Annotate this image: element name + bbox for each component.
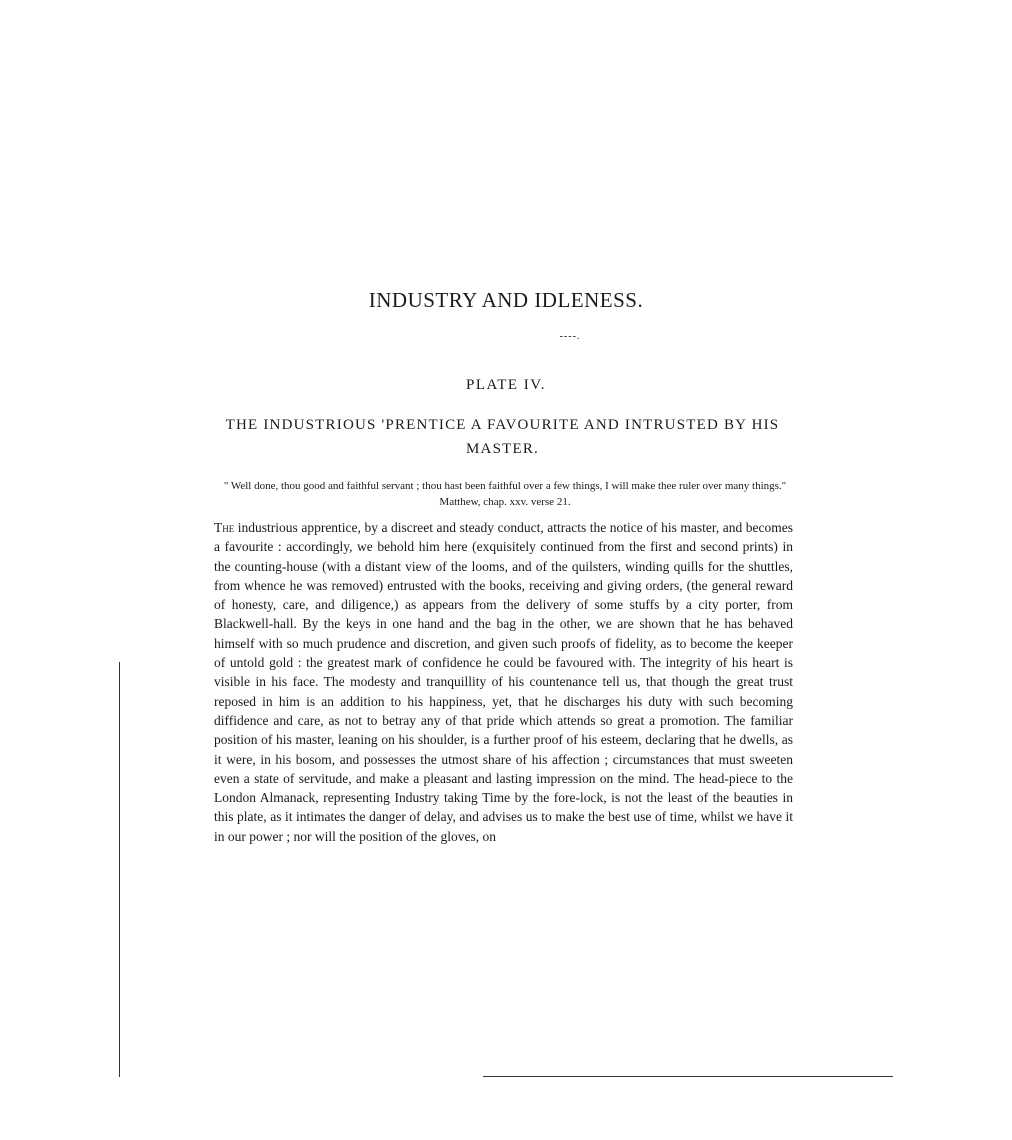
body-text: industrious apprentice, by a discreet and steady conduct, attracts the notice of his master, and becomes a favourite : accordingly, we behold him here (exquisitely continued from the first and second prints) in the counting-house (with a distant view of the looms, and of the quilsters, winding quills for the shuttles, from whence he was removed) entrusted with the books, receiving and giving orders, (the general reward of honesty, care, and diligence,) as appears from the delivery of some stuffs by a city porter, from Blackwell-hall. By the keys in one hand and the bag in the other, we are shown that he has behaved himself with so much prudence and discretion, and given such proofs of fidelity, as to become the keeper of untold gold : the greatest mark of confidence he could be favoured with. The integrity of his heart is visible in his face. The modesty and tranquillity of his countenance tell us, that though the great trust reposed in him is an addition to his happiness, yet, that he discharges his duty with such becoming diffidence and care, as not to betray any of that pride which attends so great a promotion. The familiar position of his master, leaning on his shoulder, is a further proof of his esteem, declaring that he dwells, as it were, in his bosom, and possesses the utmost share of his affection ; circumstances that must sweeten even a state of servitude, and make a pleasant and lasting impression on the mind. The head-piece to the London Almanack, representing Industry taking Time by the fore-lock, is not the least of the beauties in this plate, as it intimates the danger of delay, and advises us to make the best use of time, whilst we have it in our power ; nor will the position of the gloves, on — [214, 520, 793, 844]
body-paragraph — [214, 518, 793, 846]
bottom-rule — [483, 1076, 893, 1077]
epigraph-quote: " Well done, thou good and faithful servant ; thou hast been faithful over a few things, I will make thee ruler over many things." Matthew, chap. xxv. verse 21. — [223, 480, 787, 508]
plate-number: PLATE IV. — [466, 377, 546, 393]
plate-title: THE INDUSTRIOUS 'PRENTICE A FAVOURITE AND INTRUSTED BY HIS MASTER. — [225, 417, 780, 457]
body-lead-word: The — [214, 520, 235, 535]
title-separator: ----. — [559, 331, 581, 342]
main-title: INDUSTRY AND IDLENESS. — [368, 288, 644, 312]
left-margin-rule — [119, 662, 120, 1077]
